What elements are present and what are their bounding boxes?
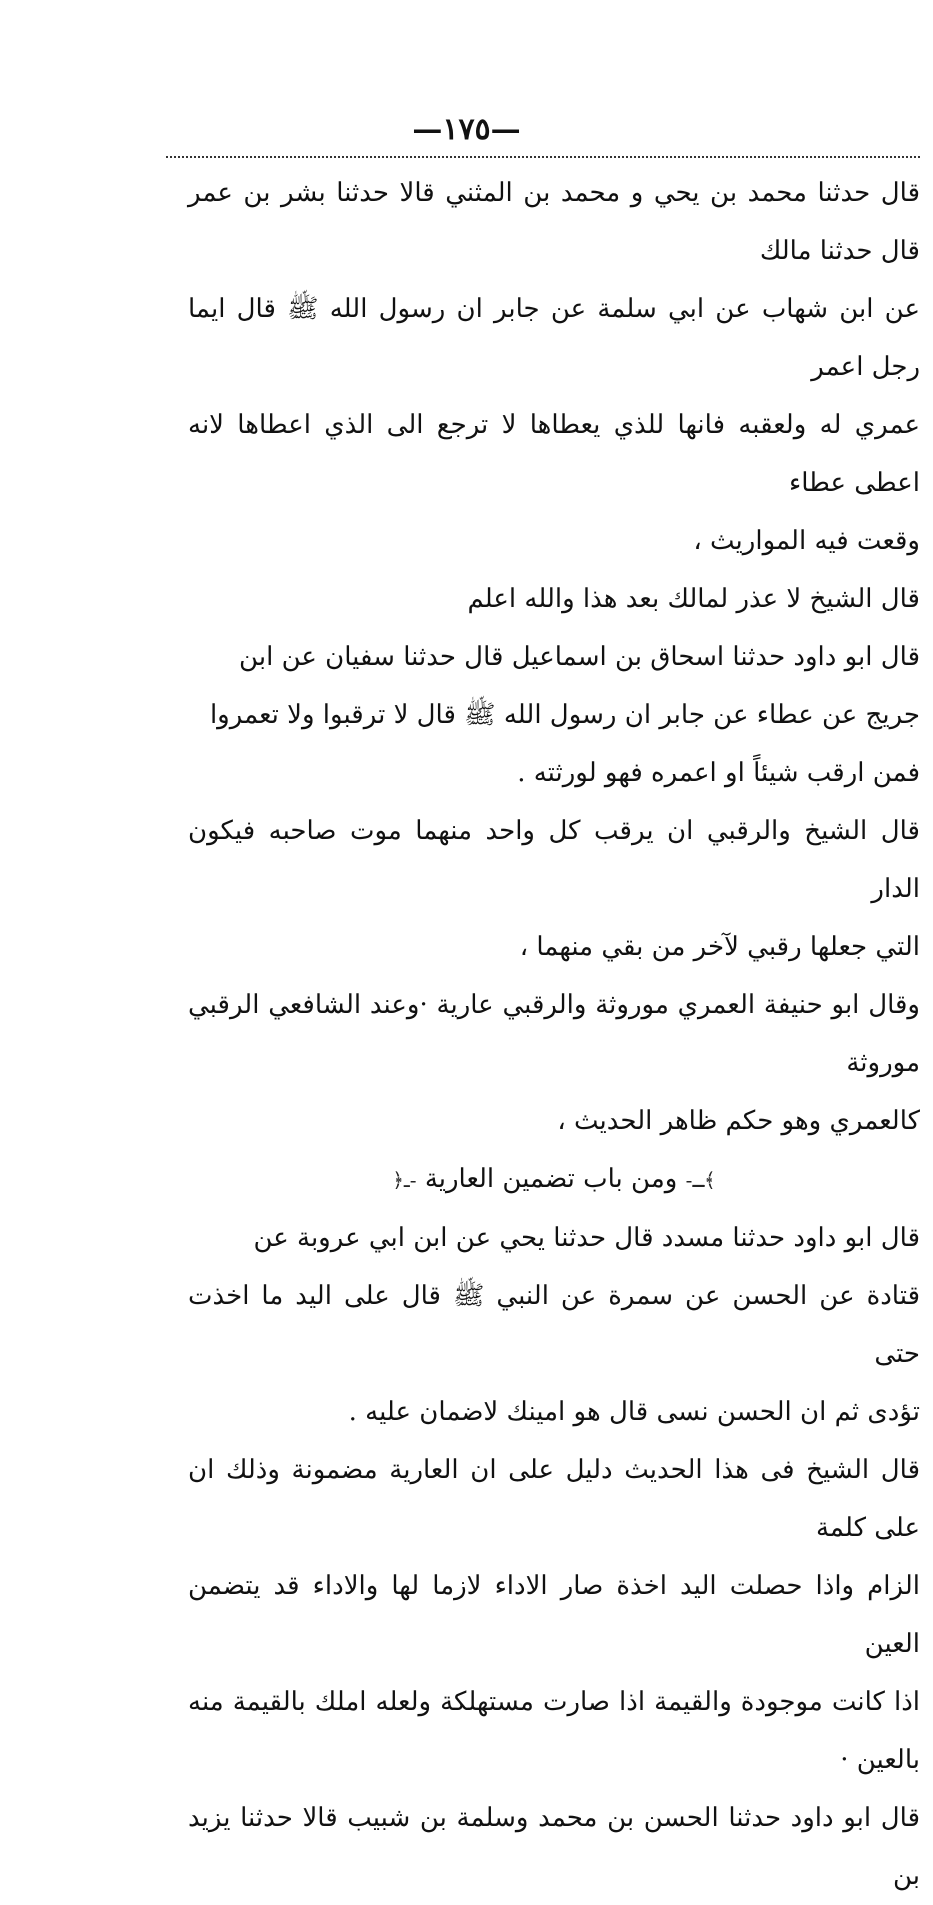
text-line: قال ابو داود حدثنا الحسن بن محمد وسلمة بن شبيب قالا حدثنا يزيد بن xyxy=(188,1803,920,1891)
text-line: عن ابن شهاب عن ابي سلمة عن جابر ان رسول الله ﷺ قال ايما رجل اعمر xyxy=(188,294,920,382)
paragraph xyxy=(188,1209,920,1441)
text-line: فمن ارقب شيئاً او اعمره فهو لورثته . xyxy=(517,758,920,788)
text-line: قال الشيخ فى هذا الحديث دليل على ان العارية مضمونة وذلك ان على كلمة xyxy=(188,1455,920,1543)
text-line: قال الشيخ والرقبي ان يرقب كل واحد منهما موت صاحبه فيكون الدار xyxy=(188,816,920,904)
text-line: قتادة عن الحسن عن سمرة عن النبي ﷺ قال على اليد ما اخذت حتى xyxy=(188,1281,920,1369)
page-number: —١٧٥— xyxy=(412,112,521,147)
paragraph xyxy=(188,976,920,1150)
text-line: وقعت فيه المواريث ، xyxy=(693,526,920,556)
header-rule xyxy=(166,156,920,158)
section-heading-text: ومن باب تضمين العارية xyxy=(424,1164,678,1194)
ornament-right: ﴾ـ- xyxy=(685,1168,716,1192)
text-line: اذا كانت موجودة والقيمة اذا صارت مستهلكة ولعله املك بالقيمة منه بالعين · xyxy=(188,1687,920,1775)
section-heading xyxy=(188,1150,920,1209)
text-line: الزام واذا حصلت اليد اخذة صار الاداء لازما لها والاداء قد يتضمن العين xyxy=(188,1571,920,1659)
text-line: جريج عن عطاء عن جابر ان رسول الله ﷺ قال لا ترقبوا ولا تعمروا xyxy=(209,700,920,730)
text-line: وقال ابو حنيفة العمري موروثة والرقبي عارية ·وعند الشافعي الرقبي موروثة xyxy=(188,990,920,1078)
text-line: التي جعلها رقبي لآخر من بقي منهما ، xyxy=(519,932,920,962)
paragraph xyxy=(188,802,920,976)
text-line: كالعمري وهو حكم ظاهر الحديث ، xyxy=(557,1106,920,1136)
ornament-left: -ـ﴿ xyxy=(392,1168,417,1192)
page-body xyxy=(188,164,920,1905)
text-line: قال ابو داود حدثنا اسحاق بن اسماعيل قال حدثنا سفيان عن ابن xyxy=(239,642,920,672)
paragraph xyxy=(188,1441,920,1789)
text-line: عمري له ولعقبه فانها للذي يعطاها لا ترجع الى الذي اعطاها لانه اعطى عطاء xyxy=(188,410,920,498)
text-line: تؤدى ثم ان الحسن نسى قال هو امينك لاضمان عليه . xyxy=(348,1397,920,1427)
text-line: قال ابو داود حدثنا مسدد قال حدثنا يحي عن ابن ابي عروبة عن xyxy=(253,1223,920,1253)
paragraph xyxy=(188,1789,920,1905)
text-line: قال حدثنا محمد بن يحي و محمد بن المثني قالا حدثنا بشر بن عمر قال حدثنا مالك xyxy=(188,178,920,266)
text-line: قال الشيخ لا عذر لمالك بعد هذا والله اعلم xyxy=(467,584,920,614)
paragraph xyxy=(188,570,920,628)
paragraph xyxy=(188,164,920,570)
paragraph xyxy=(188,628,920,802)
